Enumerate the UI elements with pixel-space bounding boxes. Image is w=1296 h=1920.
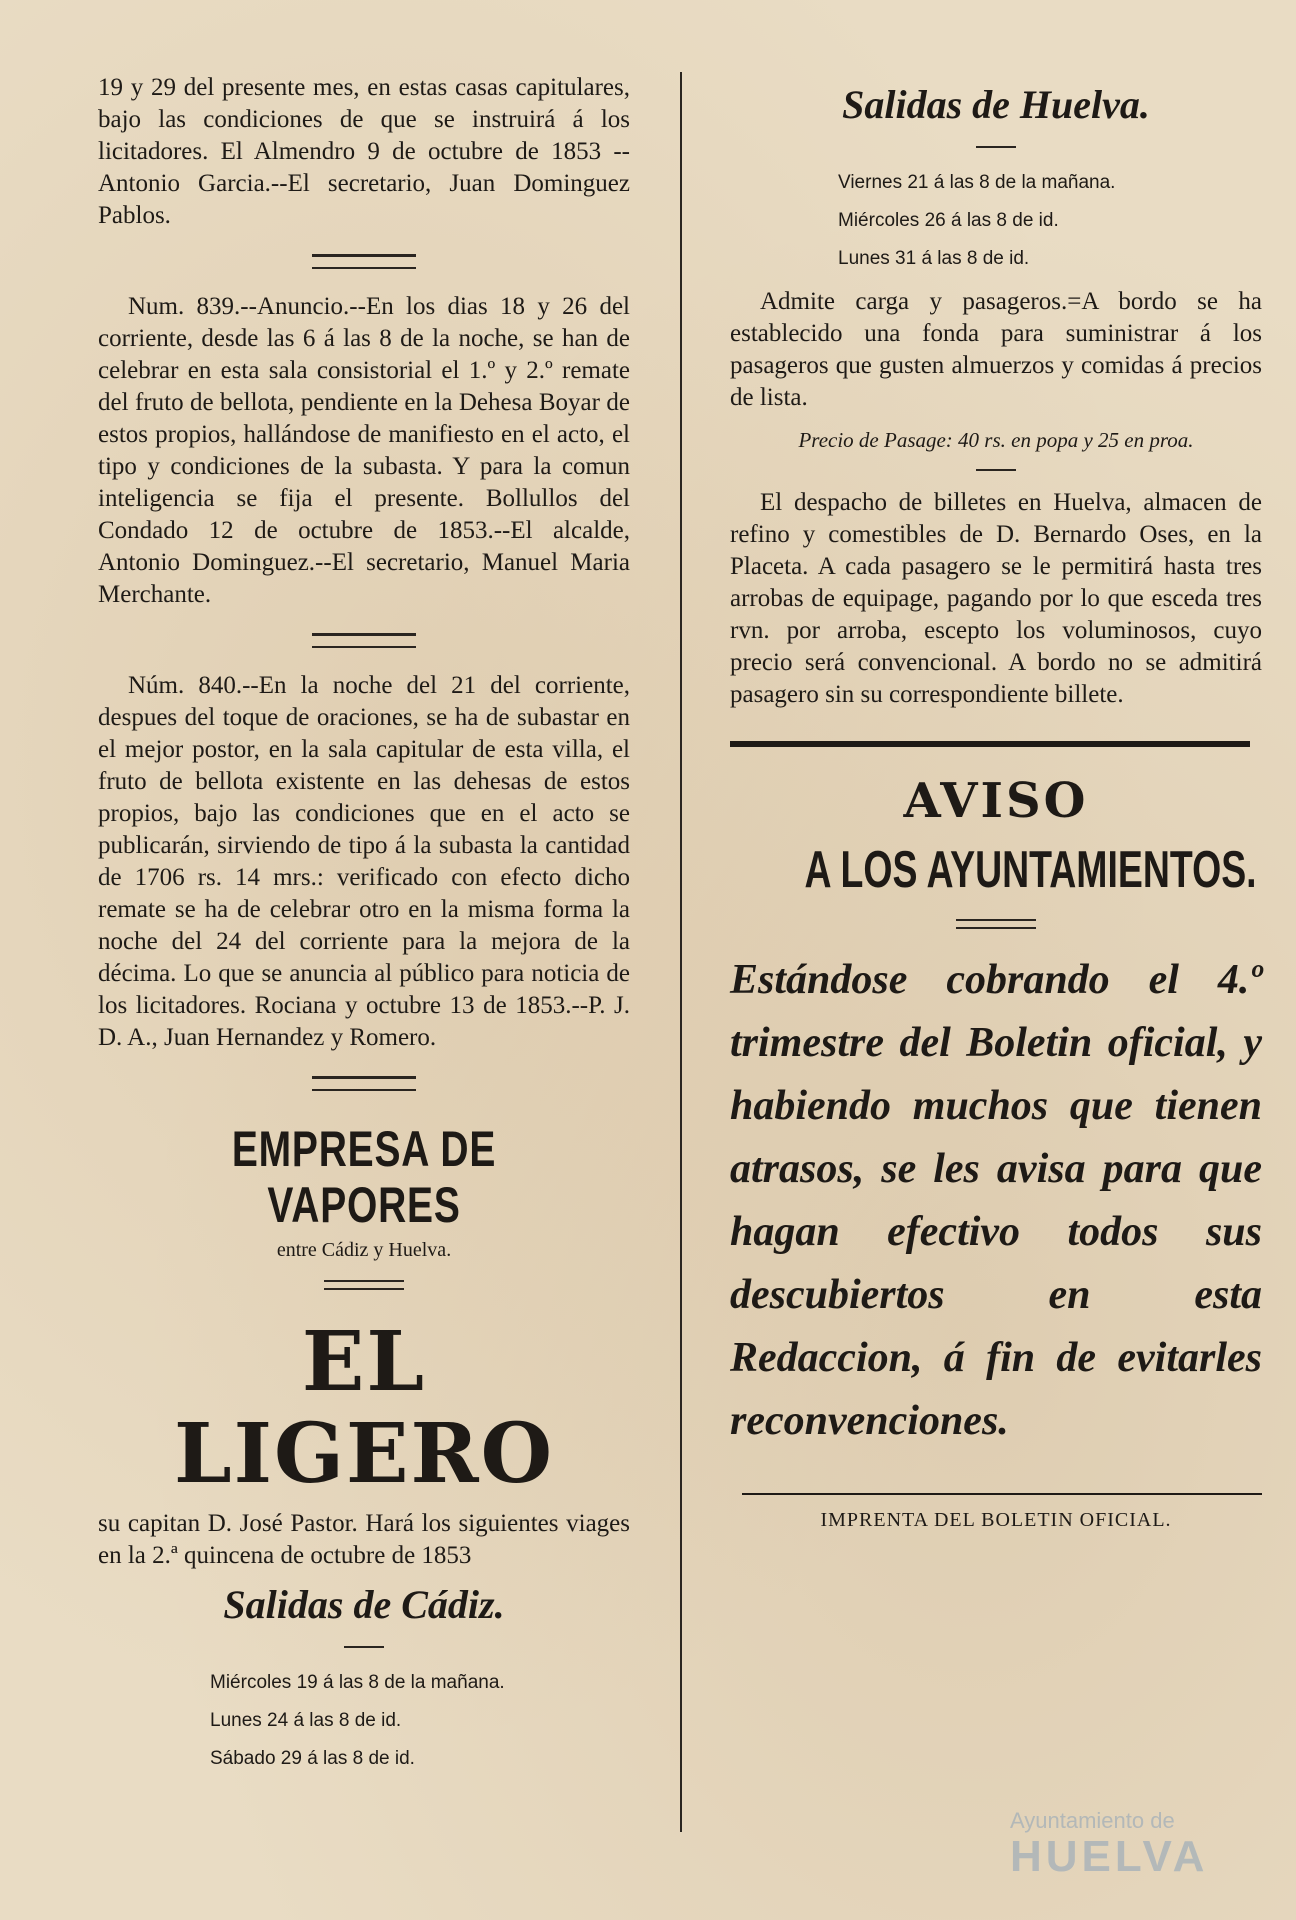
fare-line: Precio de Pasage: 40 rs. en popa y 25 en proa.	[798, 428, 1194, 452]
right-column	[730, 72, 1262, 1532]
ornament-divider	[956, 919, 1036, 929]
watermark-line: Ayuntamiento de	[1010, 1808, 1175, 1833]
schedule-line: Lunes 24 á las 8 de id.	[210, 1710, 402, 1731]
watermark-city: HUELVA	[1010, 1832, 1209, 1881]
ship-name: EL LIGERO	[173, 1314, 555, 1502]
left-column	[98, 72, 630, 1778]
notice-839: Num. 839.--Anuncio.--En los dias 18 y 26 del corriente, desde las 6 á las 8 de la noche, se han de celebrar en esta sala consistorial el 1.º y 2.º remate del fruto de bellota, pendiente en la Dehesa Boyar de estos propios, hallándose de manifiesto en el acto, el tipo y condiciones de la subasta. Y para la comun inteligencia se fija el presente. Bollullos del Condado 12 de octubre de 1853.--El alcalde, Antonio Dominguez.--El secretario, Manuel Maria Merchante.	[98, 293, 630, 608]
huelva-schedule	[730, 164, 1262, 278]
schedule-line: Sábado 29 á las 8 de id.	[210, 1748, 415, 1769]
captain-line: su capitan D. José Pastor. Hará los siguientes viages en la 2.ª quincena de octubre de 1853	[98, 1510, 630, 1569]
cadiz-schedule	[98, 1664, 630, 1778]
empresa-heading: EMPRESA DE VAPORES	[231, 1121, 497, 1233]
ayuntamientos-heading: A LOS AYUNTAMIENTOS.	[804, 841, 1257, 899]
ornament-divider	[312, 254, 416, 269]
ornament-divider	[312, 1076, 416, 1091]
ornament-divider	[324, 1280, 404, 1290]
printer-imprint: IMPRENTA DEL BOLETIN OFICIAL.	[820, 1509, 1172, 1531]
dash-divider	[976, 469, 1016, 471]
ornament-divider	[312, 633, 416, 648]
almendro-notice: 19 y 29 del presente mes, en estas casas capitulares, bajo las condiciones de que se instruirá á los licitadores. El Almendro 9 de octubre de 1853 --Antonio Garcia.--El secretario, Juan Dominguez Pablos.	[98, 74, 630, 229]
schedule-line: Miércoles 19 á las 8 de la mañana.	[210, 1672, 505, 1693]
empresa-subheading: entre Cádiz y Huelva.	[276, 1239, 452, 1261]
aviso-heading: AVISO	[903, 773, 1089, 829]
schedule-line: Viernes 21 á las 8 de la mañana.	[838, 172, 1116, 193]
dash-divider	[344, 1646, 384, 1648]
salidas-cadiz-heading: Salidas de Cádiz.	[223, 1582, 505, 1627]
ticket-notice: El despacho de billetes en Huelva, almacen de refino y comestibles de D. Bernardo Oses, en la Placeta. A cada pasagero se le permitirá hasta tres arrobas de equipage, pagando por lo que esceda tres rvn. por arroba, escepto los voluminosos, cuyo precio será convencional. A bordo no se admitirá pasagero sin su correspondiente billete.	[730, 489, 1262, 708]
aviso-body: Estándose cobrando el 4.º trimestre del Boletin oficial, y habiendo muchos que tienen atrasos, se les avisa para que hagan efectivo todos sus descubiertos en esta Redaccion, á fin de evitarles reconvenciones.	[730, 957, 1262, 1444]
footer-rule	[742, 1493, 1262, 1495]
schedule-line: Lunes 31 á las 8 de id.	[838, 248, 1030, 269]
notice-840: Núm. 840.--En la noche del 21 del corriente, despues del toque de oraciones, se ha de subastar en el mejor postor, en la sala capitular de esta villa, el fruto de bellota existente en las dehesas de estos propios, bajo las condiciones que en el acto se publicarán, sirviendo de tipo á la subasta la cantidad de 1706 rs. 14 mrs.: verificado con efecto dicho remate se ha de celebrar otro en la misma forma la noche del 24 del corriente para la mejora de la décima. Lo que se anuncia al público para noticia de los licitadores. Rociana y octubre 13 de 1853.--P. J. D. A., Juan Hernandez y Romero.	[98, 672, 630, 1051]
section-rule	[730, 741, 1250, 747]
cargo-notice: Admite carga y pasageros.=A bordo se ha establecido una fonda para suministrar á los pasageros que gusten almuerzos y comidas á precios de lista.	[730, 288, 1262, 411]
column-divider	[680, 72, 682, 1832]
dash-divider	[976, 146, 1016, 148]
schedule-line: Miércoles 26 á las 8 de id.	[838, 210, 1059, 231]
salidas-huelva-heading: Salidas de Huelva.	[842, 82, 1150, 127]
